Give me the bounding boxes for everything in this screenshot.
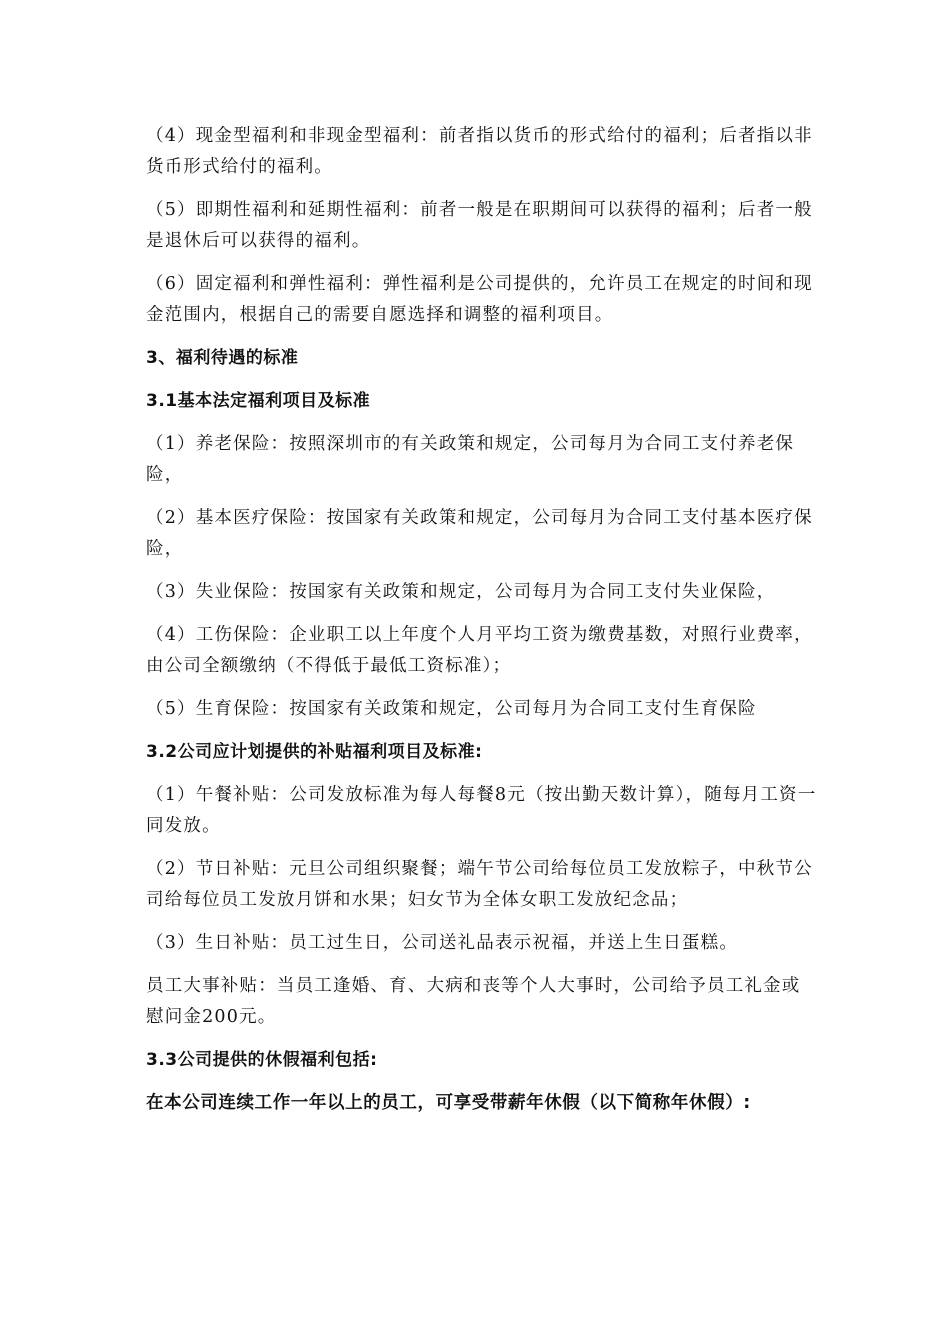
paragraph-pension: （1）养老保险：按照深圳市的有关政策和规定，公司每月为合同工支付养老保险， bbox=[146, 434, 795, 485]
section-heading-welfare-standards: 3、福利待遇的标准 bbox=[146, 348, 299, 368]
paragraph-welfare-flexible: （6）固定福利和弹性福利：弹性福利是公司提供的，允许员工在规定的时间和现金范围内，根据自己的需要自愿选择和调整的福利项目。 bbox=[146, 274, 813, 325]
paragraph-welfare-cash: （4）现金型福利和非现金型福利：前者指以货币的形式给付的福利；后者指以非货币形式给付的福利。 bbox=[146, 126, 813, 177]
section-heading-leave: 3.3公司提供的休假福利包括: bbox=[146, 1050, 378, 1070]
paragraph-major-events: 员工大事补贴：当员工逢婚、育、大病和丧等个人大事时，公司给予员工礼金或慰问金200元。 bbox=[146, 976, 801, 1027]
paragraph-injury: （4）工伤保险：企业职工以上年度个人月平均工资为缴费基数，对照行业费率，由公司全额缴纳（不得低于最低工资标准）； bbox=[146, 625, 813, 676]
section-heading-statutory: 3.1基本法定福利项目及标准 bbox=[146, 391, 371, 411]
section-heading-subsidies: 3.2公司应计划提供的补贴福利项目及标准: bbox=[146, 742, 483, 762]
paragraph-holiday: （2）节日补贴：元旦公司组织聚餐；端午节公司给每位员工发放粽子，中秋节公司给每位员工发放月饼和水果；妇女节为全体女职工发放纪念品； bbox=[146, 859, 813, 910]
paragraph-welfare-immediate: （5）即期性福利和延期性福利：前者一般是在职期间可以获得的福利；后者一般是退休后可以获得的福利。 bbox=[146, 200, 813, 251]
section-heading-annual-leave: 在本公司连续工作一年以上的员工，可享受带薪年休假（以下简称年休假）: bbox=[146, 1093, 751, 1113]
document-body bbox=[146, 121, 818, 1131]
paragraph-maternity: （5）生育保险：按国家有关政策和规定，公司每月为合同工支付生育保险 bbox=[146, 699, 757, 719]
paragraph-unemployment: （3）失业保险：按国家有关政策和规定，公司每月为合同工支付失业保险， bbox=[146, 582, 776, 602]
paragraph-medical: （2）基本医疗保险：按国家有关政策和规定，公司每月为合同工支付基本医疗保险， bbox=[146, 508, 813, 559]
paragraph-birthday: （3）生日补贴：员工过生日，公司送礼品表示祝福，并送上生日蛋糕。 bbox=[146, 933, 739, 953]
paragraph-lunch: （1）午餐补贴：公司发放标准为每人每餐8元（按出勤天数计算），随每月工资一同发放。 bbox=[146, 785, 817, 836]
